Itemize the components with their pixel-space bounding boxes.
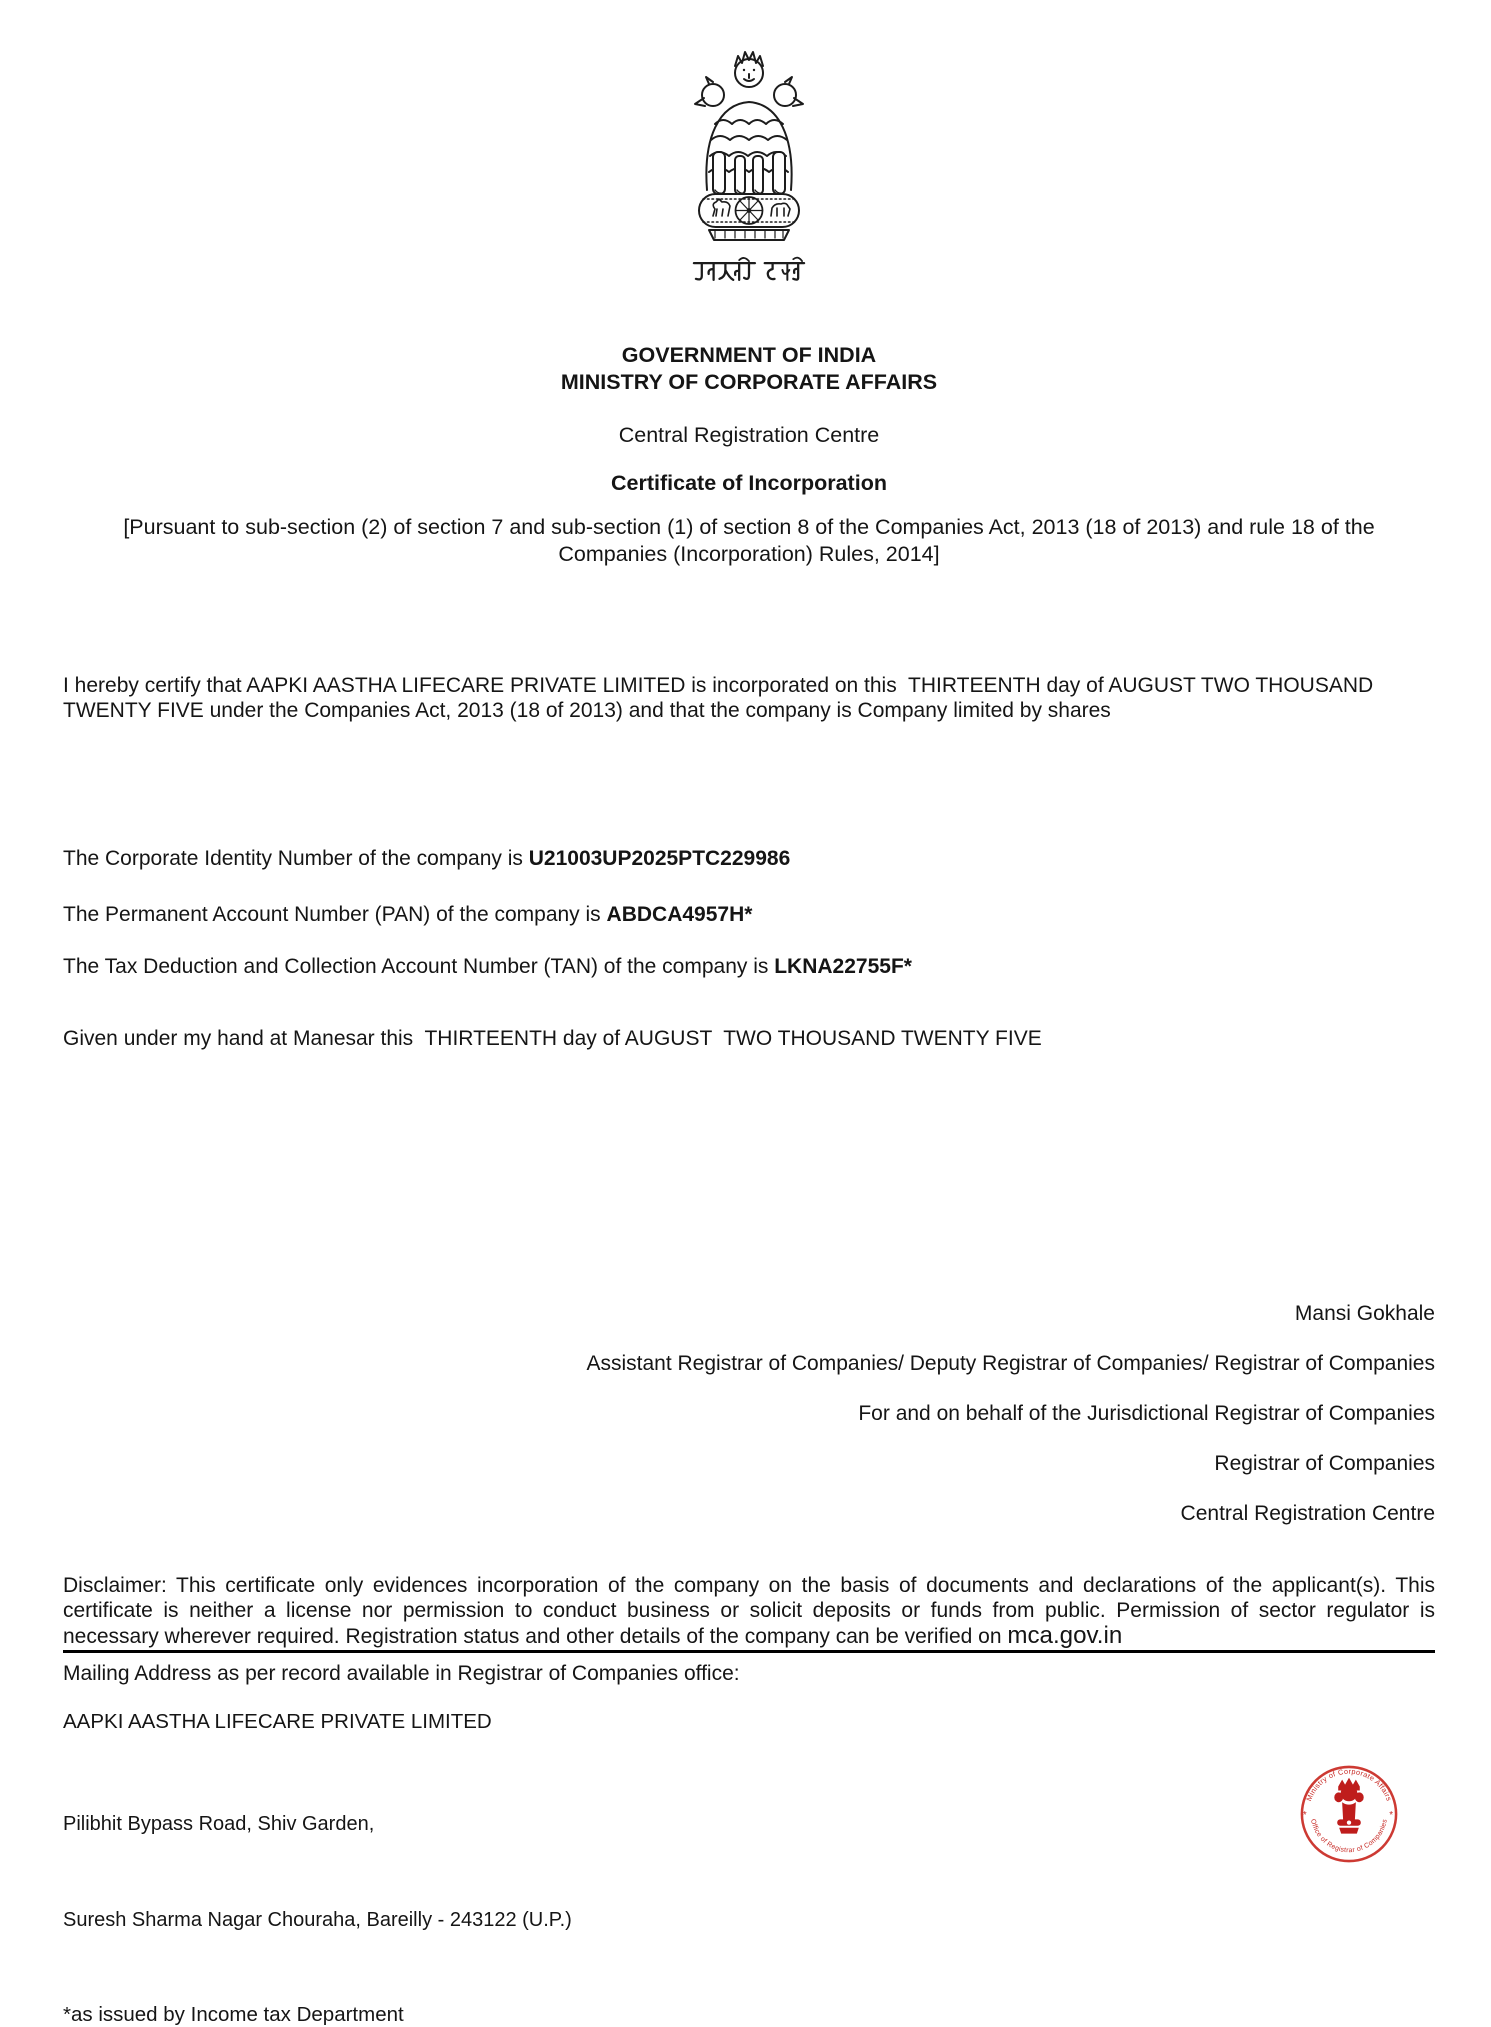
mailing-address-heading: Mailing Address as per record available in Registrar of Companies office: bbox=[63, 1662, 740, 1685]
signatory-designation: Assistant Registrar of Companies/ Deputy Registrar of Companies/ Registrar of Companies bbox=[586, 1352, 1435, 1375]
company-address bbox=[63, 1744, 1435, 2000]
central-registration-centre-line: Central Registration Centre bbox=[1180, 1502, 1435, 1525]
cin-value: U21003UP2025PTC229986 bbox=[528, 847, 791, 870]
company-name: AAPKI AASTHA LIFECARE PRIVATE LIMITED bbox=[63, 1710, 492, 1733]
central-registration-centre-label: Central Registration Centre bbox=[618, 423, 880, 447]
given-under-hand-line: Given under my hand at Manesar this THIRTEENTH day of AUGUST TWO THOUSAND TWENTY FIVE bbox=[63, 1027, 1042, 1050]
registrar-of-companies-line: Registrar of Companies bbox=[1214, 1452, 1435, 1475]
motto-satyameva-jayate bbox=[63, 256, 1435, 284]
certificate-title: Certificate of Incorporation bbox=[611, 471, 887, 495]
ministry-heading: MINISTRY OF CORPORATE AFFAIRS bbox=[560, 370, 938, 394]
government-of-india-heading: GOVERNMENT OF INDIA bbox=[621, 343, 877, 367]
registrar-seal bbox=[1298, 1763, 1400, 1865]
pursuant-clause: [Pursuant to sub-section (2) of section 7 and sub-section (1) of section 8 of the Companies Act, 2013 (18 of 2013) and rule 18 of the Companies (Incorporation) Rules, 2014] bbox=[123, 515, 1375, 566]
disclaimer-text: Disclaimer: This certificate only evidences incorporation of the company on the basis of documents and declarations of the applicant(s). This certificate is neither a license nor permission to conduct business or solicit deposits or funds from public. Permission of sector regulator is necessary wherever required. Registration status and other details of the company can be verified on bbox=[63, 1574, 1441, 1648]
seal-pillar-emblem-icon bbox=[1334, 1778, 1363, 1834]
motto-text-icon bbox=[690, 256, 808, 284]
tan-line bbox=[63, 954, 1435, 979]
cin-line bbox=[63, 846, 1435, 871]
address-line-1: Pilibhit Bypass Road, Shiv Garden, bbox=[63, 1813, 375, 1835]
registrar-seal-icon bbox=[1298, 1763, 1400, 1865]
seal-right-star: * bbox=[1389, 1809, 1394, 1821]
seal-bottom-text: Office of Registrar of Companies bbox=[1309, 1818, 1389, 1855]
seal-top-text: Ministry of Corporate Affairs bbox=[1304, 1766, 1394, 1803]
national-emblem bbox=[63, 40, 1435, 250]
certification-paragraph: I hereby certify that AAPKI AASTHA LIFECARE PRIVATE LIMITED is incorporated on this THIRTEENTH day of AUGUST TWO THOUSAND TWENTY FIVE under the Companies Act, 2013 (18 of 2013) and that the company is Company limited by shares bbox=[63, 674, 1379, 722]
tan-label: The Tax Deduction and Collection Account Number (TAN) of the company is bbox=[63, 955, 775, 978]
pan-value: ABDCA4957H* bbox=[606, 903, 753, 926]
seal-left-star: * bbox=[1302, 1809, 1307, 1821]
pan-tan-footnote: *as issued by Income tax Department bbox=[63, 2003, 404, 2026]
pan-line bbox=[63, 902, 1435, 927]
tan-value: LKNA22755F* bbox=[774, 955, 912, 978]
on-behalf-line: For and on behalf of the Jurisdictional Registrar of Companies bbox=[858, 1402, 1435, 1425]
lion-capital-emblem-icon bbox=[685, 40, 813, 250]
mca-gov-in-link: mca.gov.in bbox=[1007, 1622, 1123, 1649]
cin-label: The Corporate Identity Number of the company is bbox=[63, 847, 529, 870]
disclaimer-paragraph bbox=[63, 1573, 1441, 1649]
address-line-2: Suresh Sharma Nagar Chouraha, Bareilly - 243122 (U.P.) bbox=[63, 1909, 572, 1931]
divider-rule bbox=[63, 1650, 1435, 1653]
signatory-name: Mansi Gokhale bbox=[1294, 1302, 1435, 1325]
pan-label: The Permanent Account Number (PAN) of the company is bbox=[63, 903, 607, 926]
